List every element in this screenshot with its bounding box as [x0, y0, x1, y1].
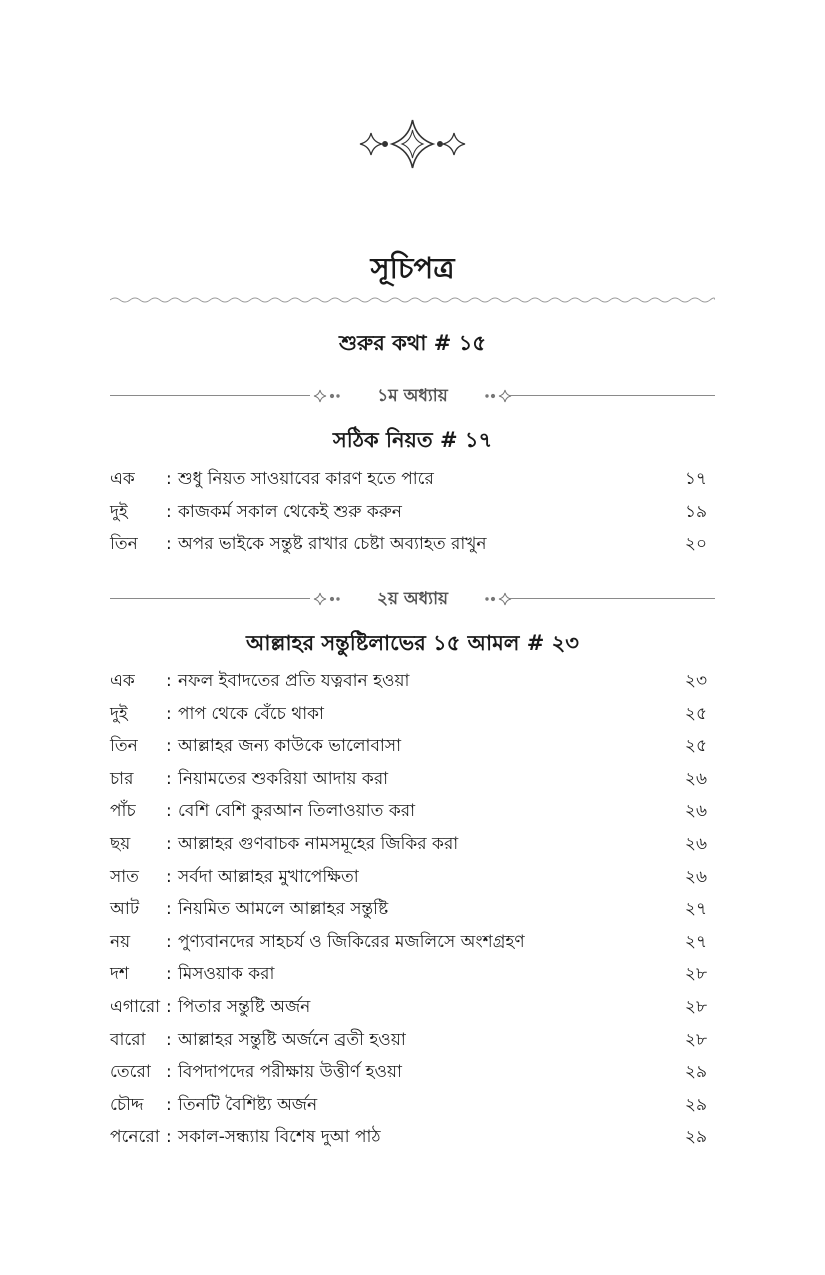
entry-separator: : — [166, 1062, 172, 1083]
entry-number: এক — [110, 671, 135, 691]
entry-separator: : — [166, 736, 172, 757]
entry-title: সর্বদা আল্লাহর মুখাপেক্ষিতা — [178, 866, 359, 887]
toc-entry[interactable] — [110, 496, 715, 529]
entry-number: পনেরো — [110, 1127, 160, 1148]
entry-page-number: ২৫ — [684, 736, 707, 757]
entry-page-number: ২৮ — [684, 964, 707, 985]
entry-number: এক — [110, 469, 135, 489]
entry-separator: : — [166, 866, 172, 887]
entry-number: তেরো — [110, 1062, 151, 1083]
entry-page-number: ২৬ — [684, 801, 707, 822]
star-ornament-icon — [481, 388, 515, 404]
entry-separator: : — [166, 1127, 172, 1148]
entry-separator: : — [166, 501, 172, 522]
entry-separator: : — [166, 469, 172, 489]
star-ornament-icon — [310, 591, 344, 607]
entry-separator: : — [166, 534, 172, 555]
entry-number: এগারো — [110, 996, 161, 1017]
entry-number: নয় — [110, 931, 131, 952]
entry-title: আল্লাহর সন্তুষ্টি অর্জনে ব্রতী হওয়া — [178, 1029, 406, 1050]
entry-separator: : — [166, 964, 172, 985]
entry-separator: : — [166, 801, 172, 822]
entry-number: বারো — [110, 1029, 146, 1050]
page-title: সূচিপত্র — [370, 251, 455, 285]
entry-title: আল্লাহর জন্য কাউকে ভালোবাসা — [178, 736, 401, 757]
toc-entry[interactable] — [110, 763, 715, 796]
entry-separator: : — [166, 671, 172, 691]
entry-separator: : — [166, 931, 172, 952]
entry-title: তিনটি বৈশিষ্ট্য অর্জন — [178, 1094, 318, 1115]
toc-entry[interactable] — [110, 1121, 715, 1154]
entry-page-number: ১৭ — [684, 469, 707, 489]
entry-number: চৌদ্দ — [110, 1094, 144, 1115]
entry-title: পিতার সন্তুষ্টি অর্জন — [178, 996, 311, 1017]
toc-entry[interactable] — [110, 1089, 715, 1122]
entry-title: সকাল-সন্ধ্যায় বিশেষ দুআ পাঠ — [178, 1127, 381, 1148]
entry-title: আল্লাহর গুণবাচক নামসমূহের জিকির করা — [178, 833, 459, 854]
entry-separator: : — [166, 899, 172, 920]
toc-entry[interactable] — [110, 1056, 715, 1089]
diamond-star-ornament-icon — [355, 118, 470, 170]
entry-number: ছয় — [110, 833, 131, 854]
toc-entry[interactable] — [110, 991, 715, 1024]
toc-entry[interactable] — [110, 528, 715, 561]
chapter-title: সঠিক নিয়ত # ১৭ — [332, 428, 493, 452]
chapter-label: ২য় অধ্যায় — [376, 589, 449, 609]
chapter-label: ১ম অধ্যায় — [377, 386, 448, 406]
entry-title: নিয়ামতের শুকরিয়া আদায় করা — [178, 768, 389, 789]
toc-entry[interactable] — [110, 828, 715, 861]
entry-title: বিপদাপদের পরীক্ষায় উত্তীর্ণ হওয়া — [178, 1062, 402, 1083]
entry-title: নফল ইবাদতের প্রতি যত্নবান হওয়া — [178, 671, 410, 691]
entry-separator: : — [166, 996, 172, 1017]
star-ornament-icon — [481, 591, 515, 607]
entry-page-number: ২৬ — [684, 768, 707, 789]
preface-heading: শুরুর কথা # ১৫ — [339, 331, 486, 355]
star-ornament-icon — [310, 388, 344, 404]
entry-page-number: ২৭ — [684, 899, 707, 920]
entry-number: দশ — [110, 964, 129, 985]
entry-title: বেশি বেশি কুরআন তিলাওয়াত করা — [178, 801, 416, 822]
entry-separator: : — [166, 1094, 172, 1115]
toc-entry[interactable] — [110, 926, 715, 959]
toc-list-chapter-2 — [110, 665, 715, 1154]
entry-page-number: ২৫ — [684, 703, 707, 724]
entry-title: অপর ভাইকে সন্তুষ্ট রাখার চেষ্টা অব্যাহত রাখুন — [178, 534, 487, 555]
toc-entry[interactable] — [110, 1024, 715, 1057]
entry-separator: : — [166, 1029, 172, 1050]
entry-page-number: ২০ — [684, 534, 707, 555]
toc-entry[interactable] — [110, 861, 715, 894]
entry-number: চার — [110, 768, 134, 789]
entry-number: দুই — [110, 703, 128, 724]
entry-page-number: ২৭ — [684, 931, 707, 952]
entry-separator: : — [166, 833, 172, 854]
entry-page-number: ২৯ — [684, 1127, 707, 1148]
toc-entry[interactable] — [110, 958, 715, 991]
entry-page-number: ১৯ — [684, 501, 707, 522]
toc-entry[interactable] — [110, 698, 715, 731]
entry-page-number: ২৬ — [684, 866, 707, 887]
entry-number: আট — [110, 899, 140, 920]
entry-page-number: ২৯ — [684, 1062, 707, 1083]
entry-separator: : — [166, 768, 172, 789]
chapter-divider — [110, 384, 715, 408]
toc-entry[interactable] — [110, 463, 715, 496]
chapter-title: আল্লাহর সন্তুষ্টিলাভের ১৫ আমল # ২৩ — [246, 631, 579, 655]
toc-entry[interactable] — [110, 893, 715, 926]
entry-number: দুই — [110, 501, 128, 522]
toc-list-chapter-1 — [110, 463, 715, 561]
entry-page-number: ২৮ — [684, 996, 707, 1017]
toc-entry[interactable] — [110, 795, 715, 828]
toc-entry[interactable] — [110, 730, 715, 763]
entry-title: নিয়মিত আমলে আল্লাহর সন্তুষ্টি — [178, 899, 389, 920]
entry-page-number: ২৮ — [684, 1029, 707, 1050]
entry-title: পাপ থেকে বেঁচে থাকা — [178, 703, 324, 724]
entry-title: শুধু নিয়ত সাওয়াবের কারণ হতে পারে — [178, 469, 434, 489]
entry-separator: : — [166, 703, 172, 724]
entry-number: তিন — [110, 736, 138, 757]
entry-page-number: ২৬ — [684, 833, 707, 854]
wavy-divider — [110, 294, 715, 306]
entry-number: তিন — [110, 534, 138, 555]
toc-entry[interactable] — [110, 665, 715, 698]
entry-number: সাত — [110, 866, 139, 887]
entry-title: পুণ্যবানদের সাহচর্য ও জিকিরের মজলিসে অংশগ্রহণ — [178, 931, 525, 952]
entry-title: মিসওয়াক করা — [178, 964, 275, 985]
chapter-divider — [110, 587, 715, 611]
entry-number: পাঁচ — [110, 801, 136, 822]
entry-page-number: ২৩ — [684, 671, 707, 691]
entry-title: কাজকর্ম সকাল থেকেই শুরু করুন — [178, 501, 402, 522]
entry-page-number: ২৯ — [684, 1094, 707, 1115]
